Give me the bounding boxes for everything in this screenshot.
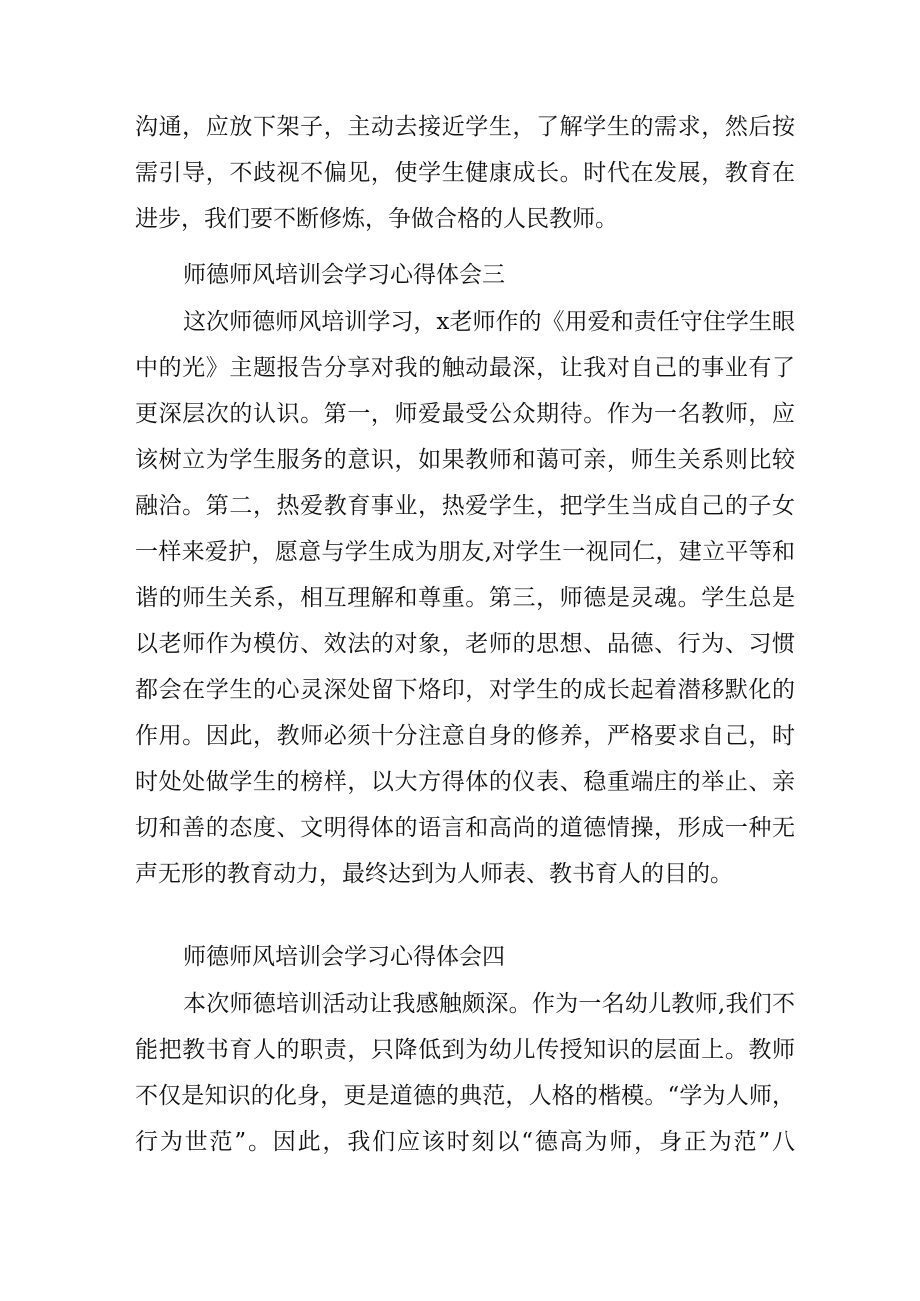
text-line: 更深层次的认识。第一，师爱最受公众期待。作为一名教师，应 (135, 401, 795, 427)
text-line: 该树立为学生服务的意识，如果教师和蔼可亲，师生关系则比较 (135, 447, 795, 473)
section-heading-three-block (135, 252, 795, 298)
text-line: 一样来爱护，愿意与学生成为朋友,对学生一视同仁，建立平等和 (135, 539, 795, 565)
text-line: 本次师德培训活动让我感触颇深。作为一名幼儿教师,我们不 (183, 991, 795, 1017)
paragraph-four (135, 981, 795, 1165)
text-line: 不仅是知识的化身，更是道德的典范，人格的楷模。“学为人师， (135, 1083, 795, 1109)
text-line: 能把教书育人的职责，只降低到为幼儿传授知识的层面上。教师 (135, 1037, 795, 1063)
section-heading: 师德师风培训会学习心得体会四 (183, 944, 505, 970)
text-line: 中的光》主题报告分享对我的触动最深，让我对自己的事业有了 (135, 355, 795, 381)
text-line: 作用。因此，教师必须十分注意自身的修养，严格要求自己，时 (135, 723, 795, 749)
text-line: 都会在学生的心灵深处留下烙印，对学生的成长起着潜移默化的 (135, 677, 795, 703)
text-line: 时处处做学生的榜样，以大方得体的仪表、稳重端庄的举止、亲 (135, 769, 795, 795)
body-text (135, 104, 795, 242)
section-heading-four-block (135, 934, 795, 980)
section-heading: 师德师风培训会学习心得体会三 (183, 262, 505, 288)
paragraph-three (135, 299, 795, 897)
text-line: 以老师作为模仿、效法的对象，老师的思想、品德、行为、习惯 (135, 631, 795, 657)
text-line: 声无形的教育动力，最终达到为人师表、教书育人的目的。 (135, 861, 733, 887)
text-line: 融洽。第二，热爱教育事业，热爱学生，把学生当成自己的子女 (135, 493, 795, 519)
text-line: 谐的师生关系，相互理解和尊重。第三，师德是灵魂。学生总是 (135, 585, 795, 611)
text-line: 这次师德师风培训学习，x老师作的《用爱和责任守住学生眼 (183, 309, 795, 335)
text-line: 切和善的态度、文明得体的语言和高尚的道德情操，形成一种无 (135, 815, 795, 841)
text-line: 进步，我们要不断修炼，争做合格的人民教师。 (135, 206, 618, 232)
text-line: 行为世范”。因此，我们应该时刻以“德高为师，身正为范”八 (135, 1129, 795, 1155)
text-line: 沟通，应放下架子，主动去接近学生，了解学生的需求，然后按 (135, 114, 795, 140)
text-line: 需引导，不歧视不偏见，使学生健康成长。时代在发展，教育在 (135, 160, 795, 186)
